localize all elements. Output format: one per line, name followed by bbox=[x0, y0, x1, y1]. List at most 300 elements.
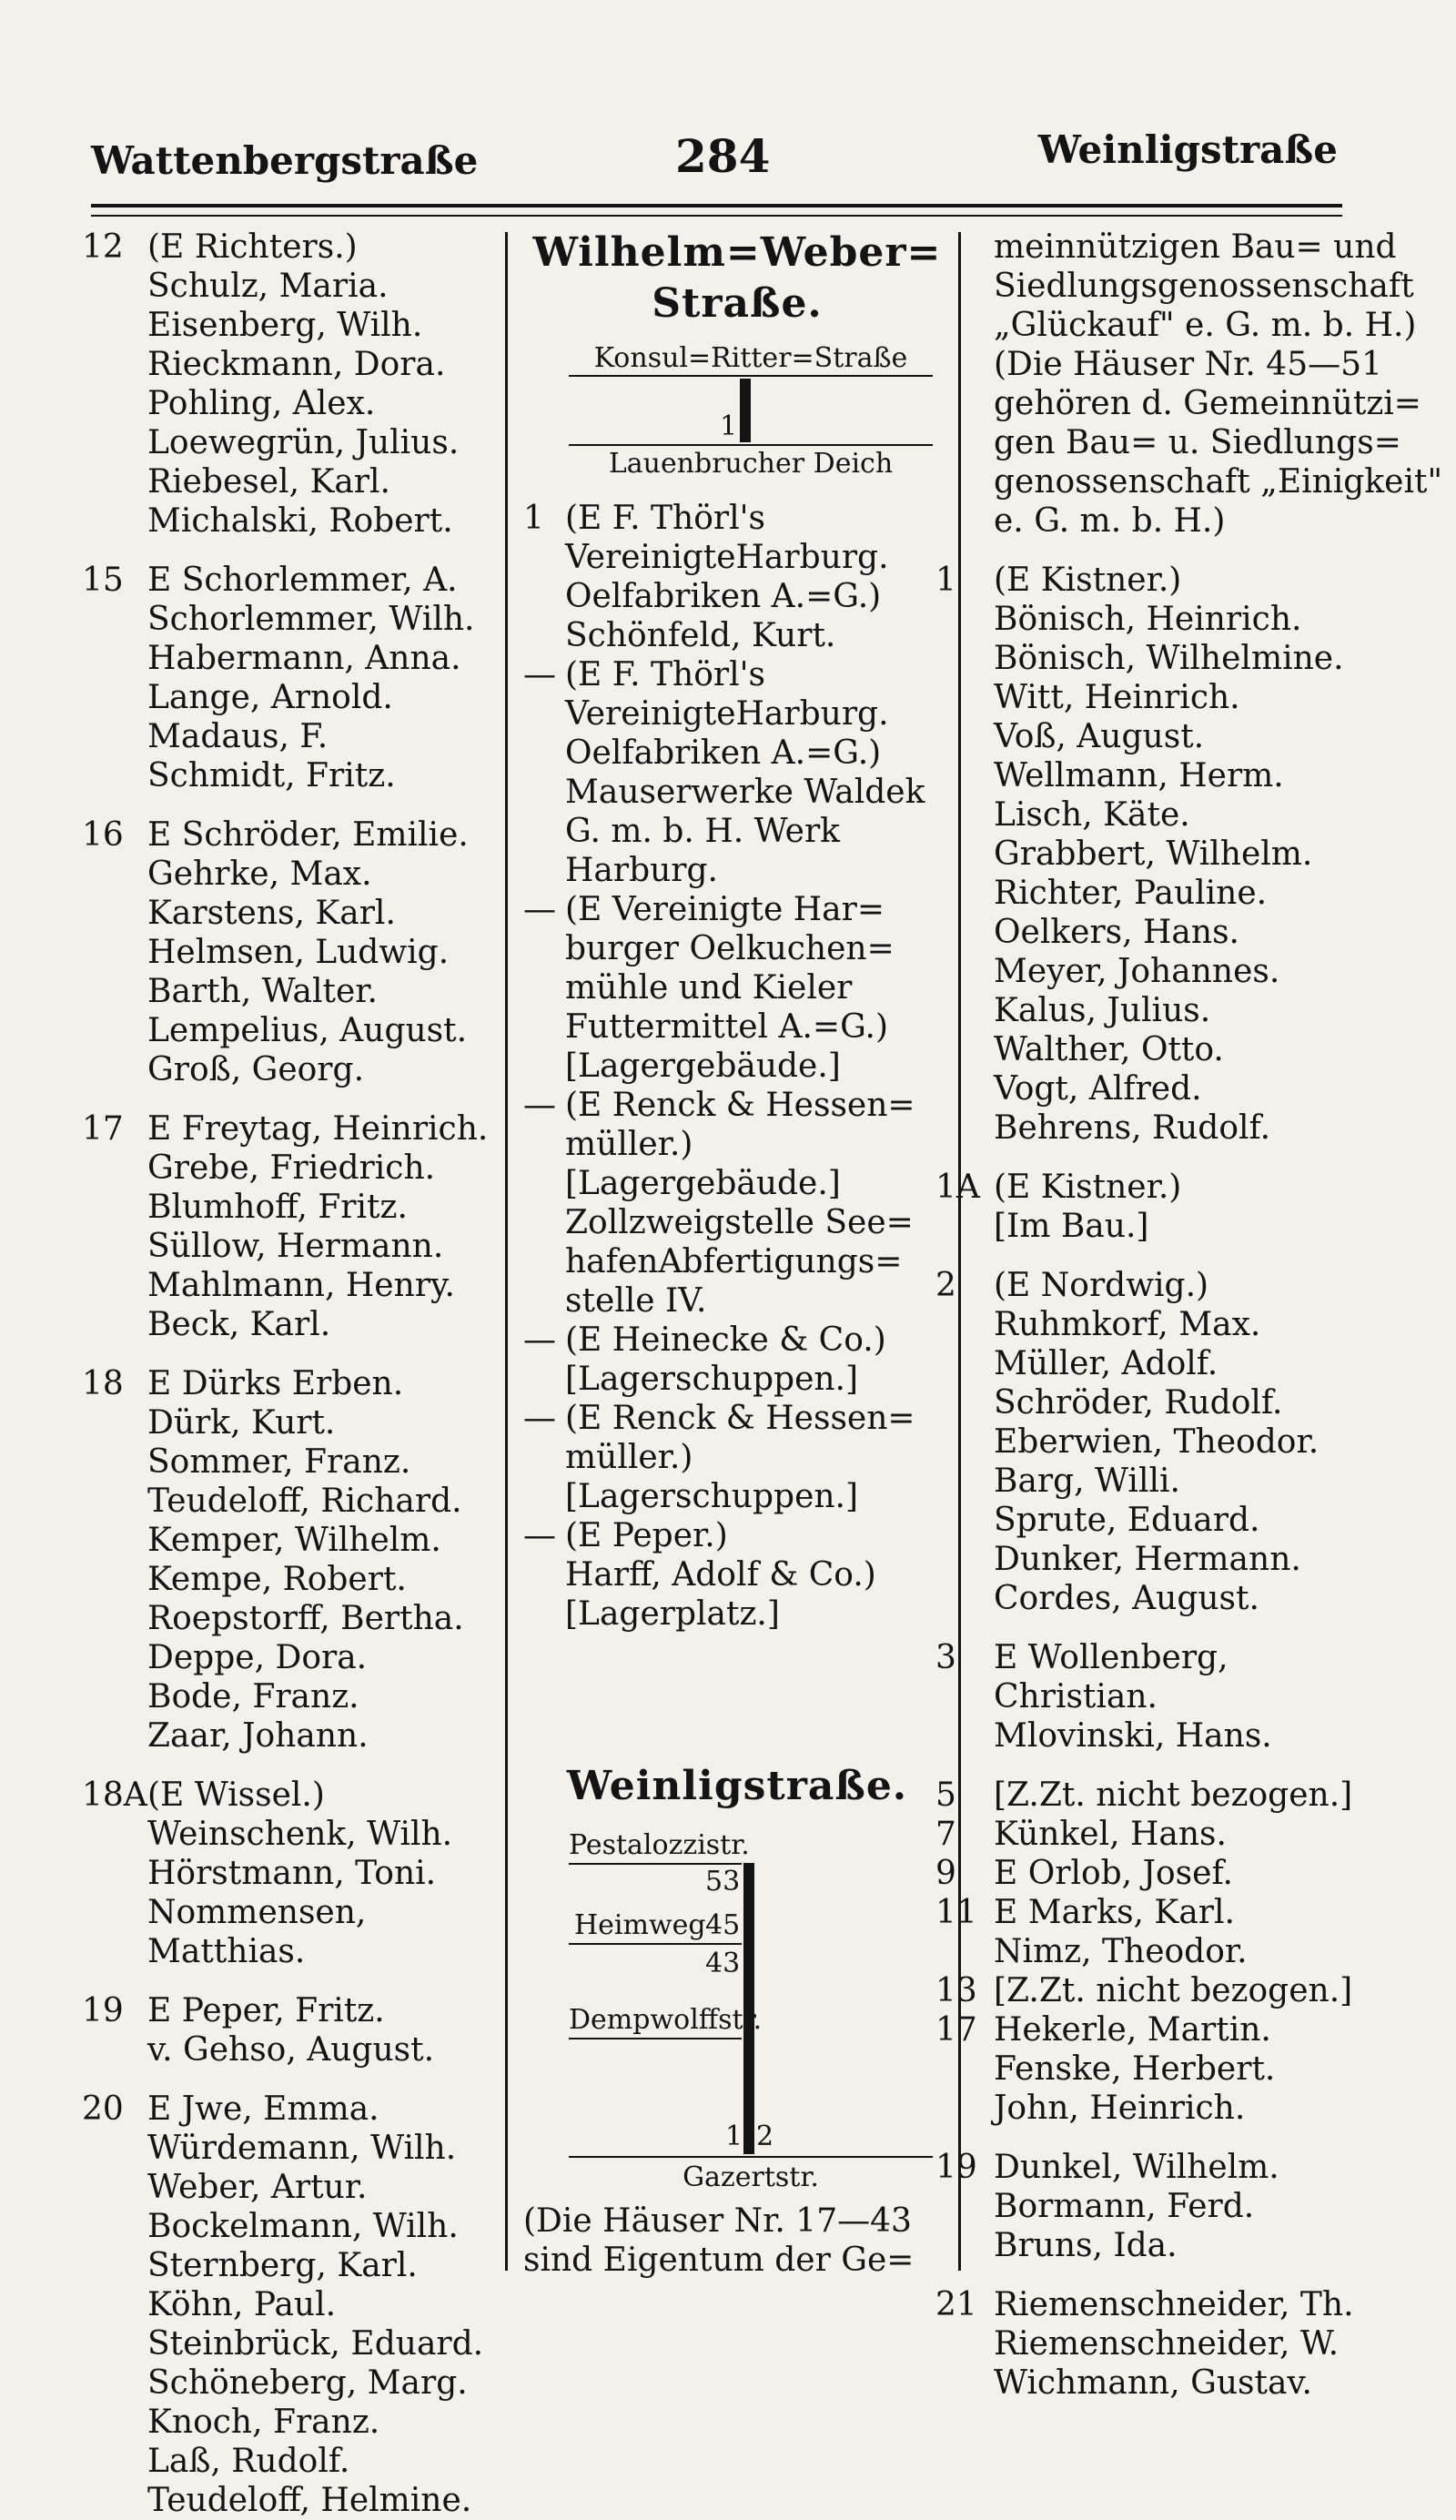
directory-entry bbox=[523, 1360, 951, 1399]
resident-text: Richter, Pauline. bbox=[994, 875, 1268, 912]
directory-entry bbox=[82, 1149, 500, 1188]
resident-text: (E Vereinigte Har= bbox=[565, 891, 885, 928]
house-number-label: 1 bbox=[720, 410, 738, 442]
resident-text: (E Richters.) bbox=[147, 228, 358, 266]
directory-entry bbox=[82, 1011, 500, 1050]
resident-text: mühle und Kieler bbox=[565, 969, 853, 1007]
house-number: 13 bbox=[935, 1972, 977, 2009]
column-separator-left bbox=[505, 232, 508, 2271]
resident-text: Mahlmann, Henry. bbox=[147, 1267, 455, 1304]
directory-entry bbox=[82, 1776, 500, 1815]
resident-text: E Schorlemmer, A. bbox=[147, 562, 458, 599]
resident-text: [Lagergebäude.] bbox=[565, 1165, 841, 1202]
resident-text: Bönisch, Wilhelmine. bbox=[994, 640, 1344, 677]
directory-entry bbox=[935, 1815, 1445, 1854]
house-number-1: 1 bbox=[725, 2120, 743, 2152]
directory-entry bbox=[935, 991, 1445, 1030]
directory-entry bbox=[935, 561, 1445, 600]
directory-entry bbox=[82, 1403, 500, 1442]
directory-entry bbox=[935, 1716, 1445, 1756]
house-number: 15 bbox=[82, 562, 124, 599]
resident-text: Grabbert, Wilhelm. bbox=[994, 835, 1313, 873]
resident-text: Weber, Artur. bbox=[147, 2169, 368, 2206]
directory-entry bbox=[523, 694, 951, 734]
directory-entry bbox=[523, 1164, 951, 1203]
directory-entry bbox=[523, 1047, 951, 1086]
house-number: 18 bbox=[82, 1365, 124, 1402]
resident-text: E Wollenberg, bbox=[994, 1639, 1228, 1676]
directory-entry bbox=[82, 2168, 500, 2207]
cross-street-gazert: Gazertstr. bbox=[682, 2161, 819, 2193]
directory-entry bbox=[523, 1516, 951, 1555]
resident-text: Sommer, Franz. bbox=[147, 1443, 411, 1481]
directory-entry bbox=[523, 1438, 951, 1477]
resident-text: Kalus, Julius. bbox=[994, 992, 1211, 1029]
directory-entry bbox=[82, 1442, 500, 1482]
resident-text: v. Gehso, August. bbox=[147, 2031, 435, 2069]
cross-street-line-gazert bbox=[569, 2156, 933, 2158]
resident-text: gen Bau= u. Siedlungs= bbox=[994, 424, 1401, 461]
resident-text: [Z.Zt. nicht bezogen.] bbox=[994, 1972, 1353, 2009]
resident-text: (E F. Thörl's bbox=[565, 500, 765, 537]
directory-entry bbox=[82, 2090, 500, 2129]
directory-entry bbox=[82, 1716, 500, 1756]
resident-text: Rieckmann, Dora. bbox=[147, 346, 446, 383]
directory-entry bbox=[82, 717, 500, 756]
resident-text: G. m. b. H. Werk bbox=[565, 813, 840, 850]
house-number: 1 bbox=[935, 562, 956, 599]
directory-entry bbox=[935, 1266, 1445, 1305]
directory-entry bbox=[82, 1050, 500, 1089]
directory-entry bbox=[523, 734, 951, 773]
resident-text: (E Kistner.) bbox=[994, 1169, 1182, 1206]
resident-text: Süllow, Hermann. bbox=[147, 1228, 444, 1265]
directory-entry bbox=[935, 228, 1445, 267]
directory-entry bbox=[935, 2324, 1445, 2363]
resident-text: Sprute, Eduard. bbox=[994, 1502, 1260, 1539]
resident-text: E Schröder, Emilie. bbox=[147, 816, 469, 854]
resident-text: Riemenschneider, Th. bbox=[994, 2286, 1354, 2323]
directory-entry bbox=[82, 1854, 500, 1893]
directory-entry bbox=[523, 1594, 951, 1634]
directory-entry bbox=[935, 1168, 1445, 1207]
resident-text: Laß, Rudolf. bbox=[147, 2443, 350, 2480]
directory-entry bbox=[82, 972, 500, 1011]
resident-text: E Freytag, Heinrich. bbox=[147, 1110, 489, 1148]
resident-text: Vogt, Alfred. bbox=[994, 1070, 1202, 1108]
directory-entry bbox=[935, 345, 1445, 384]
house-number: 5 bbox=[935, 1776, 956, 1814]
street-diagram-wilhelm-weber bbox=[569, 342, 933, 479]
directory-entry bbox=[82, 1815, 500, 1854]
directory-entry bbox=[82, 678, 500, 717]
entry-gap bbox=[82, 1344, 500, 1364]
directory-entry bbox=[935, 2089, 1445, 2128]
column-3 bbox=[935, 228, 1445, 2403]
resident-text: Steinbrück, Eduard. bbox=[147, 2325, 484, 2363]
directory-entry bbox=[82, 2442, 500, 2481]
resident-text: meinnützigen Bau= und bbox=[994, 228, 1397, 266]
resident-text: Groß, Georg. bbox=[147, 1051, 365, 1088]
house-number: 17 bbox=[82, 1110, 124, 1148]
directory-entry bbox=[935, 678, 1445, 717]
resident-text: Behrens, Rudolf. bbox=[994, 1109, 1271, 1147]
directory-entry bbox=[82, 1677, 500, 1716]
resident-text: genossenschaft „Einigkeit" bbox=[994, 463, 1443, 501]
directory-entry bbox=[82, 2285, 500, 2324]
resident-text: burger Oelkuchen= bbox=[565, 930, 895, 967]
resident-text: Schmidt, Fritz. bbox=[147, 757, 396, 794]
resident-text: Dunkel, Wilhelm. bbox=[994, 2149, 1279, 2186]
directory-entry bbox=[935, 384, 1445, 423]
resident-text: Walther, Otto. bbox=[994, 1031, 1224, 1068]
directory-entry bbox=[935, 1638, 1445, 1677]
directory-entry bbox=[82, 423, 500, 462]
cross-street-line-heimweg bbox=[569, 1943, 742, 1945]
house-number: 19 bbox=[935, 2149, 977, 2186]
resident-text: Würdemann, Wilh. bbox=[147, 2130, 457, 2167]
resident-text: Mauserwerke Waldek bbox=[565, 774, 925, 811]
directory-entry bbox=[935, 835, 1445, 874]
resident-text: Teudeloff, Richard. bbox=[147, 1483, 462, 1520]
street-title-wilhelm-weber-2: Straße. bbox=[652, 280, 823, 327]
directory-entry bbox=[935, 756, 1445, 795]
resident-text: (E Renck & Hessen= bbox=[565, 1087, 915, 1124]
resident-text: Dunker, Hermann. bbox=[994, 1541, 1301, 1578]
directory-entry bbox=[82, 2481, 500, 2520]
resident-text: E Marks, Karl. bbox=[994, 1894, 1235, 1931]
resident-text: Zollzweigstelle See= bbox=[565, 1204, 914, 1241]
directory-entry bbox=[523, 851, 951, 890]
directory-entry bbox=[82, 2363, 500, 2403]
resident-text: Helmsen, Ludwig. bbox=[147, 934, 450, 971]
entry-gap bbox=[82, 541, 500, 561]
directory-entry bbox=[82, 1893, 500, 1932]
resident-text: Voß, August. bbox=[994, 718, 1205, 755]
resident-text: Schulz, Maria. bbox=[147, 268, 389, 305]
resident-text: Schorlemmer, Wilh. bbox=[147, 601, 475, 638]
resident-text: Oelfabriken A.=G.) bbox=[565, 578, 882, 615]
directory-entry bbox=[935, 1677, 1445, 1716]
entry-gap bbox=[935, 1246, 1445, 1266]
house-number: 7 bbox=[935, 1816, 956, 1853]
directory-entry bbox=[935, 2148, 1445, 2187]
directory-entry bbox=[935, 1344, 1445, 1383]
resident-text: Schöneberg, Marg. bbox=[147, 2364, 468, 2402]
directory-entry bbox=[935, 267, 1445, 306]
house-number: — bbox=[523, 656, 556, 693]
resident-text: Pohling, Alex. bbox=[147, 385, 376, 422]
resident-text: [Lagerschuppen.] bbox=[565, 1478, 859, 1515]
resident-text: Bruns, Ida. bbox=[994, 2227, 1178, 2264]
directory-entry bbox=[82, 384, 500, 423]
directory-entry bbox=[82, 855, 500, 894]
resident-text: Nommensen, bbox=[147, 1894, 367, 1931]
directory-entry bbox=[82, 462, 500, 501]
directory-entry bbox=[82, 561, 500, 600]
directory-entry bbox=[935, 2285, 1445, 2324]
house-number: — bbox=[523, 1087, 556, 1124]
cross-street-top: Konsul=Ritter=Straße bbox=[593, 342, 908, 374]
resident-text: Karstens, Karl. bbox=[147, 895, 396, 932]
directory-entry bbox=[82, 306, 500, 345]
resident-text: VereinigteHarburg. bbox=[565, 539, 889, 576]
entry-gap bbox=[935, 2265, 1445, 2285]
resident-text: Riemenschneider, W. bbox=[994, 2325, 1340, 2363]
directory-entry bbox=[523, 1477, 951, 1516]
cross-street-bottom: Lauenbrucher Deich bbox=[608, 448, 894, 480]
directory-entry bbox=[523, 499, 951, 538]
resident-text: e. G. m. b. H.) bbox=[994, 502, 1226, 540]
cross-street-line-pestalozzi bbox=[569, 1863, 742, 1865]
directory-entry bbox=[935, 1108, 1445, 1148]
directory-entry bbox=[935, 1971, 1445, 2010]
directory-entry bbox=[935, 2010, 1445, 2049]
directory-entry bbox=[935, 1422, 1445, 1462]
house-number: 2 bbox=[935, 1267, 956, 1304]
resident-text: Wellmann, Herm. bbox=[994, 757, 1284, 794]
resident-text: Bockelmann, Wilh. bbox=[147, 2208, 459, 2245]
house-number-2: 2 bbox=[756, 2120, 774, 2152]
directory-entry bbox=[523, 773, 951, 812]
directory-entry bbox=[82, 600, 500, 639]
house-number: 3 bbox=[935, 1639, 956, 1676]
directory-entry bbox=[523, 1086, 951, 1125]
directory-entry bbox=[935, 913, 1445, 952]
directory-entry bbox=[935, 423, 1445, 462]
resident-text: Mlovinski, Hans. bbox=[994, 1717, 1272, 1755]
resident-text: Bönisch, Heinrich. bbox=[994, 601, 1302, 638]
house-number-45: 45 bbox=[705, 1909, 741, 1941]
resident-text: Lempelius, August. bbox=[147, 1012, 468, 1049]
house-number: 16 bbox=[82, 816, 124, 854]
directory-entry bbox=[935, 1030, 1445, 1069]
entry-gap bbox=[935, 2128, 1445, 2148]
resident-text: Harff, Adolf & Co.) bbox=[565, 1556, 876, 1594]
resident-text: (E Heinecke & Co.) bbox=[565, 1321, 886, 1359]
directory-entry bbox=[82, 1991, 500, 2030]
directory-entry bbox=[935, 1305, 1445, 1344]
house-number: 1A bbox=[935, 1169, 980, 1206]
directory-entry bbox=[82, 639, 500, 678]
resident-text: gehören d. Gemeinnützi= bbox=[994, 385, 1421, 422]
house-number: 9 bbox=[935, 1855, 956, 1892]
directory-entry bbox=[935, 717, 1445, 756]
resident-text: Lisch, Käte. bbox=[994, 796, 1190, 834]
entry-gap bbox=[82, 795, 500, 815]
directory-entry bbox=[523, 1555, 951, 1594]
column-2 bbox=[523, 228, 951, 2280]
entry-gap bbox=[935, 1618, 1445, 1638]
directory-entry bbox=[82, 501, 500, 541]
resident-text: E Dürks Erben. bbox=[147, 1365, 404, 1402]
resident-text: Bormann, Ferd. bbox=[994, 2188, 1255, 2225]
directory-entry bbox=[935, 501, 1445, 541]
directory-entry bbox=[523, 616, 951, 655]
resident-text: Hekerle, Martin. bbox=[994, 2011, 1271, 2049]
resident-text: Beck, Karl. bbox=[147, 1306, 331, 1343]
cross-street-line-dempwolff bbox=[569, 2038, 742, 2039]
directory-entry bbox=[523, 1321, 951, 1360]
directory-entry bbox=[935, 795, 1445, 835]
house-number: 18A bbox=[82, 1776, 147, 1814]
directory-entry bbox=[82, 228, 500, 267]
directory-entry bbox=[935, 639, 1445, 678]
resident-text: Eberwien, Theodor. bbox=[994, 1423, 1320, 1461]
directory-entry bbox=[935, 952, 1445, 991]
directory-entry bbox=[935, 1462, 1445, 1501]
resident-text: Köhn, Paul. bbox=[147, 2286, 337, 2323]
resident-text: Gehrke, Max. bbox=[147, 855, 372, 893]
directory-entry bbox=[523, 655, 951, 694]
directory-entry bbox=[82, 815, 500, 855]
resident-text: [Lagerschuppen.] bbox=[565, 1361, 859, 1398]
directory-entry bbox=[523, 890, 951, 929]
entry-gap bbox=[82, 2070, 500, 2090]
resident-text: Witt, Heinrich. bbox=[994, 679, 1240, 716]
resident-text: Weinschenk, Wilh. bbox=[147, 1816, 453, 1853]
resident-text: Harburg. bbox=[565, 852, 718, 889]
house-number: — bbox=[523, 1321, 556, 1359]
resident-text: Blumhoff, Fritz. bbox=[147, 1189, 408, 1226]
directory-entry bbox=[82, 2207, 500, 2246]
entry-gap bbox=[82, 1089, 500, 1109]
house-number: 21 bbox=[935, 2286, 977, 2323]
directory-entry bbox=[523, 1203, 951, 1242]
resident-text: Cordes, August. bbox=[994, 1580, 1259, 1617]
resident-text: Schröder, Rudolf. bbox=[994, 1384, 1283, 1422]
directory-entry bbox=[935, 1932, 1445, 1971]
header-rule-thick bbox=[91, 204, 1342, 207]
directory-entry bbox=[935, 1854, 1445, 1893]
directory-entry bbox=[935, 2226, 1445, 2265]
resident-text: Barth, Walter. bbox=[147, 973, 378, 1010]
entry-gap bbox=[82, 1971, 500, 1991]
directory-entry bbox=[523, 1242, 951, 1281]
running-head-left: Wattenbergstraße bbox=[91, 138, 479, 183]
directory-entry bbox=[935, 2363, 1445, 2403]
house-number: 1 bbox=[523, 500, 544, 537]
resident-text: Schönfeld, Kurt. bbox=[565, 617, 836, 654]
header-rule-thin bbox=[91, 215, 1342, 217]
street-title-wilhelm-weber: Wilhelm=Weber= bbox=[532, 229, 942, 276]
directory-entry bbox=[935, 2049, 1445, 2089]
resident-text: Siedlungsgenossenschaft bbox=[994, 268, 1414, 305]
resident-text: Meyer, Johannes. bbox=[994, 953, 1280, 990]
directory-entry bbox=[82, 1305, 500, 1344]
resident-text: Barg, Willi. bbox=[994, 1462, 1180, 1500]
house-number-43: 43 bbox=[705, 1948, 741, 1979]
resident-text: müller.) bbox=[565, 1439, 693, 1476]
resident-text: hafenAbfertigungs= bbox=[565, 1243, 903, 1280]
directory-entry bbox=[82, 2246, 500, 2285]
resident-text: Müller, Adolf. bbox=[994, 1345, 1218, 1382]
directory-entry bbox=[82, 933, 500, 972]
directory-entry bbox=[523, 1007, 951, 1047]
cross-street-bottom-line bbox=[569, 444, 933, 446]
resident-text: Künkel, Hans. bbox=[994, 1816, 1227, 1853]
resident-text: (E F. Thörl's bbox=[565, 656, 765, 693]
directory-entry bbox=[82, 1266, 500, 1305]
resident-text: (E Nordwig.) bbox=[994, 1267, 1209, 1304]
directory-entry bbox=[935, 1579, 1445, 1618]
cross-street-pestalozzi: Pestalozzistr. bbox=[569, 1829, 750, 1861]
resident-text: Loewegrün, Julius. bbox=[147, 424, 460, 461]
directory-entry bbox=[82, 756, 500, 795]
directory-entry bbox=[935, 1776, 1445, 1815]
directory-entry bbox=[82, 345, 500, 384]
directory-entry bbox=[935, 600, 1445, 639]
resident-text: Lange, Arnold. bbox=[147, 679, 393, 716]
resident-text: Hörstmann, Toni. bbox=[147, 1855, 437, 1892]
directory-entry bbox=[82, 1227, 500, 1266]
house-number: — bbox=[523, 1400, 556, 1437]
resident-text: [Lagerplatz.] bbox=[565, 1595, 780, 1633]
directory-entry bbox=[82, 1188, 500, 1227]
directory-entry bbox=[523, 929, 951, 968]
resident-text: Teudeloff, Helmine. bbox=[147, 2482, 472, 2519]
directory-entry bbox=[523, 1281, 951, 1321]
entry-gap bbox=[935, 1756, 1445, 1776]
resident-text: Kemper, Wilhelm. bbox=[147, 1522, 441, 1559]
resident-text: [Lagergebäude.] bbox=[565, 1047, 841, 1085]
resident-text: Wichmann, Gustav. bbox=[994, 2364, 1312, 2402]
directory-entry bbox=[82, 1638, 500, 1677]
directory-entry bbox=[82, 1599, 500, 1638]
resident-text: Zaar, Johann. bbox=[147, 1717, 369, 1755]
page-number: 284 bbox=[675, 129, 771, 183]
resident-text: Kempe, Robert. bbox=[147, 1561, 407, 1598]
wilhelm-weber-entries bbox=[523, 499, 951, 1634]
resident-text: Madaus, F. bbox=[147, 718, 329, 755]
directory-entry bbox=[82, 1364, 500, 1403]
resident-text: (E Renck & Hessen= bbox=[565, 1400, 915, 1437]
street-title-weinlig: Weinligstraße. bbox=[566, 1763, 908, 1809]
resident-text: E Jwe, Emma. bbox=[147, 2090, 379, 2128]
resident-text: Bode, Franz. bbox=[147, 1678, 359, 1715]
entry-gap bbox=[82, 1756, 500, 1776]
resident-text: (E Wissel.) bbox=[147, 1776, 325, 1814]
directory-entry bbox=[935, 874, 1445, 913]
resident-text: (E Peper.) bbox=[565, 1517, 728, 1554]
resident-text: Eisenberg, Wilh. bbox=[147, 307, 423, 344]
resident-text: [Z.Zt. nicht bezogen.] bbox=[994, 1776, 1353, 1814]
directory-entry bbox=[935, 1540, 1445, 1579]
cross-street-heimweg: Heimweg bbox=[574, 1909, 706, 1941]
resident-text: Nimz, Theodor. bbox=[994, 1933, 1248, 1970]
entry-gap bbox=[935, 1148, 1445, 1168]
street-bar bbox=[740, 379, 751, 442]
resident-text: Deppe, Dora. bbox=[147, 1639, 368, 1676]
directory-entry bbox=[82, 2324, 500, 2363]
resident-text: Habermann, Anna. bbox=[147, 640, 461, 677]
resident-text: „Glückauf" e. G. m. b. H.) bbox=[994, 307, 1417, 344]
house-number: 17 bbox=[935, 2011, 977, 2049]
directory-entry bbox=[935, 1207, 1445, 1246]
directory-entry bbox=[523, 538, 951, 577]
house-number: 19 bbox=[82, 1992, 124, 2029]
directory-entry bbox=[935, 1069, 1445, 1108]
directory-entry bbox=[935, 1383, 1445, 1422]
resident-text: E Orlob, Josef. bbox=[994, 1855, 1233, 1892]
directory-entry bbox=[82, 1521, 500, 1560]
directory-entry bbox=[935, 2187, 1445, 2226]
house-number: — bbox=[523, 1517, 556, 1554]
resident-text: (Die Häuser Nr. 45—51 bbox=[994, 346, 1382, 383]
running-head-right: Weinligstraße bbox=[1037, 127, 1338, 172]
directory-entry bbox=[82, 267, 500, 306]
house-number: 12 bbox=[82, 228, 124, 266]
